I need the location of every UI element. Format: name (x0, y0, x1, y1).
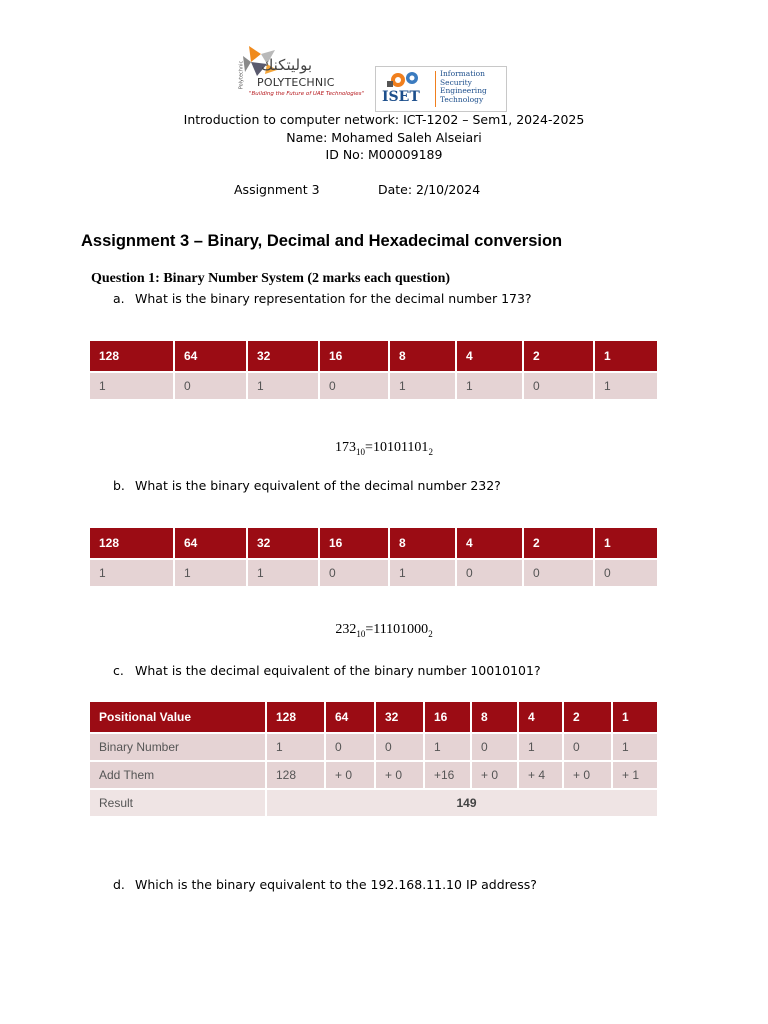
sum-cell: + 0 (376, 762, 425, 790)
bit-cell: 0 (457, 560, 524, 586)
header-cell: 8 (390, 528, 457, 560)
bit-cell: 1 (248, 560, 320, 586)
date-label: Date: 2/10/2024 (378, 182, 481, 197)
polytechnic-arabic-name: بوليتكنك (261, 56, 312, 74)
question-c: c. What is the decimal equivalent of the binary number 10010101? (113, 663, 541, 678)
table-c (90, 702, 657, 816)
header-cell: 1 (595, 528, 657, 560)
bit-cell: 1 (519, 734, 564, 762)
header-cell: 32 (248, 528, 320, 560)
header-cell: 2 (564, 702, 613, 734)
iset-gear-icon (384, 69, 424, 91)
header-cell: 16 (320, 341, 390, 373)
bit-cell: 0 (472, 734, 519, 762)
bit-cell: 1 (175, 560, 248, 586)
bit-cell: 1 (390, 373, 457, 399)
bit-cell: 1 (90, 373, 175, 399)
header-cell: 2 (524, 341, 595, 373)
question-b: b. What is the binary equivalent of the decimal number 232? (113, 478, 501, 493)
bit-cell: 0 (320, 560, 390, 586)
polytechnic-tagline: "Building the Future of UAE Technologies" (249, 91, 365, 97)
iset-description: Information Security Engineering Technology (440, 69, 487, 104)
bit-cell: 1 (248, 373, 320, 399)
question-heading: Question 1: Binary Number System (2 marks each question) (91, 271, 451, 286)
bit-cell: 0 (376, 734, 425, 762)
course-line: Introduction to computer network: ICT-1202 – Sem1, 2024-2025 (183, 112, 585, 127)
bit-cell: 0 (524, 373, 595, 399)
row-label: Add Them (90, 762, 267, 790)
bit-cell: 1 (457, 373, 524, 399)
sum-cell: +16 (425, 762, 472, 790)
header-cell: 4 (457, 528, 524, 560)
equation-a: $173_{10}=10101101_2$ (335, 440, 433, 457)
student-id: ID No: M00009189 (325, 147, 443, 162)
bit-cell: 0 (564, 734, 613, 762)
bit-cell: 0 (595, 560, 657, 586)
bit-cell: 1 (90, 560, 175, 586)
bit-cell: 1 (613, 734, 657, 762)
sum-cell: + 0 (564, 762, 613, 790)
polytechnic-name: POLYTECHNIC (257, 76, 335, 89)
page-title: Assignment 3 – Binary, Decimal and Hexadecimal conversion (81, 232, 563, 250)
sum-cell: + 1 (613, 762, 657, 790)
header-cell: 1 (595, 341, 657, 373)
polytechnic-vertical-text: Polytechnic (238, 60, 245, 90)
table-b (90, 528, 657, 586)
bit-cell: 1 (425, 734, 472, 762)
header-cell: 32 (248, 341, 320, 373)
header-cell: 128 (90, 341, 175, 373)
header-cell: 32 (376, 702, 425, 734)
sum-cell: + 0 (472, 762, 519, 790)
question-a: a. What is the binary representation for the decimal number 173? (113, 291, 532, 306)
student-name: Name: Mohamed Saleh Alseiari (286, 130, 482, 145)
sum-cell: + 4 (519, 762, 564, 790)
header-logos (233, 44, 508, 112)
question-d: d. Which is the binary equivalent to the 192.168.11.10 IP address? (113, 877, 537, 892)
sum-cell: 128 (267, 762, 326, 790)
header-cell: 1 (613, 702, 657, 734)
sum-cell: + 0 (326, 762, 376, 790)
header-cell: Positional Value (90, 702, 267, 734)
bit-cell: 1 (595, 373, 657, 399)
result-value: 149 (267, 790, 657, 816)
header-cell: 16 (320, 528, 390, 560)
header-cell: 64 (175, 528, 248, 560)
polytechnic-logo (233, 44, 371, 110)
header-cell: 8 (390, 341, 457, 373)
header-cell: 16 (425, 702, 472, 734)
header-cell: 4 (519, 702, 564, 734)
iset-divider (435, 71, 436, 107)
bit-cell: 0 (320, 373, 390, 399)
iset-acronym: ISET (382, 89, 420, 105)
iset-logo (375, 66, 507, 112)
header-cell: 2 (524, 528, 595, 560)
header-cell: 64 (175, 341, 248, 373)
header-cell: 4 (457, 341, 524, 373)
bit-cell: 0 (524, 560, 595, 586)
bit-cell: 0 (175, 373, 248, 399)
row-label: Binary Number (90, 734, 267, 762)
header-cell: 64 (326, 702, 376, 734)
bit-cell: 1 (390, 560, 457, 586)
table-a (90, 341, 657, 399)
header-cell: 128 (90, 528, 175, 560)
bit-cell: 1 (267, 734, 326, 762)
bit-cell: 0 (326, 734, 376, 762)
header-cell: 8 (472, 702, 519, 734)
header-cell: 128 (267, 702, 326, 734)
assignment-label: Assignment 3 (234, 182, 320, 197)
result-label: Result (90, 790, 267, 816)
equation-b: $232_{10}=11101000_2$ (335, 622, 433, 639)
